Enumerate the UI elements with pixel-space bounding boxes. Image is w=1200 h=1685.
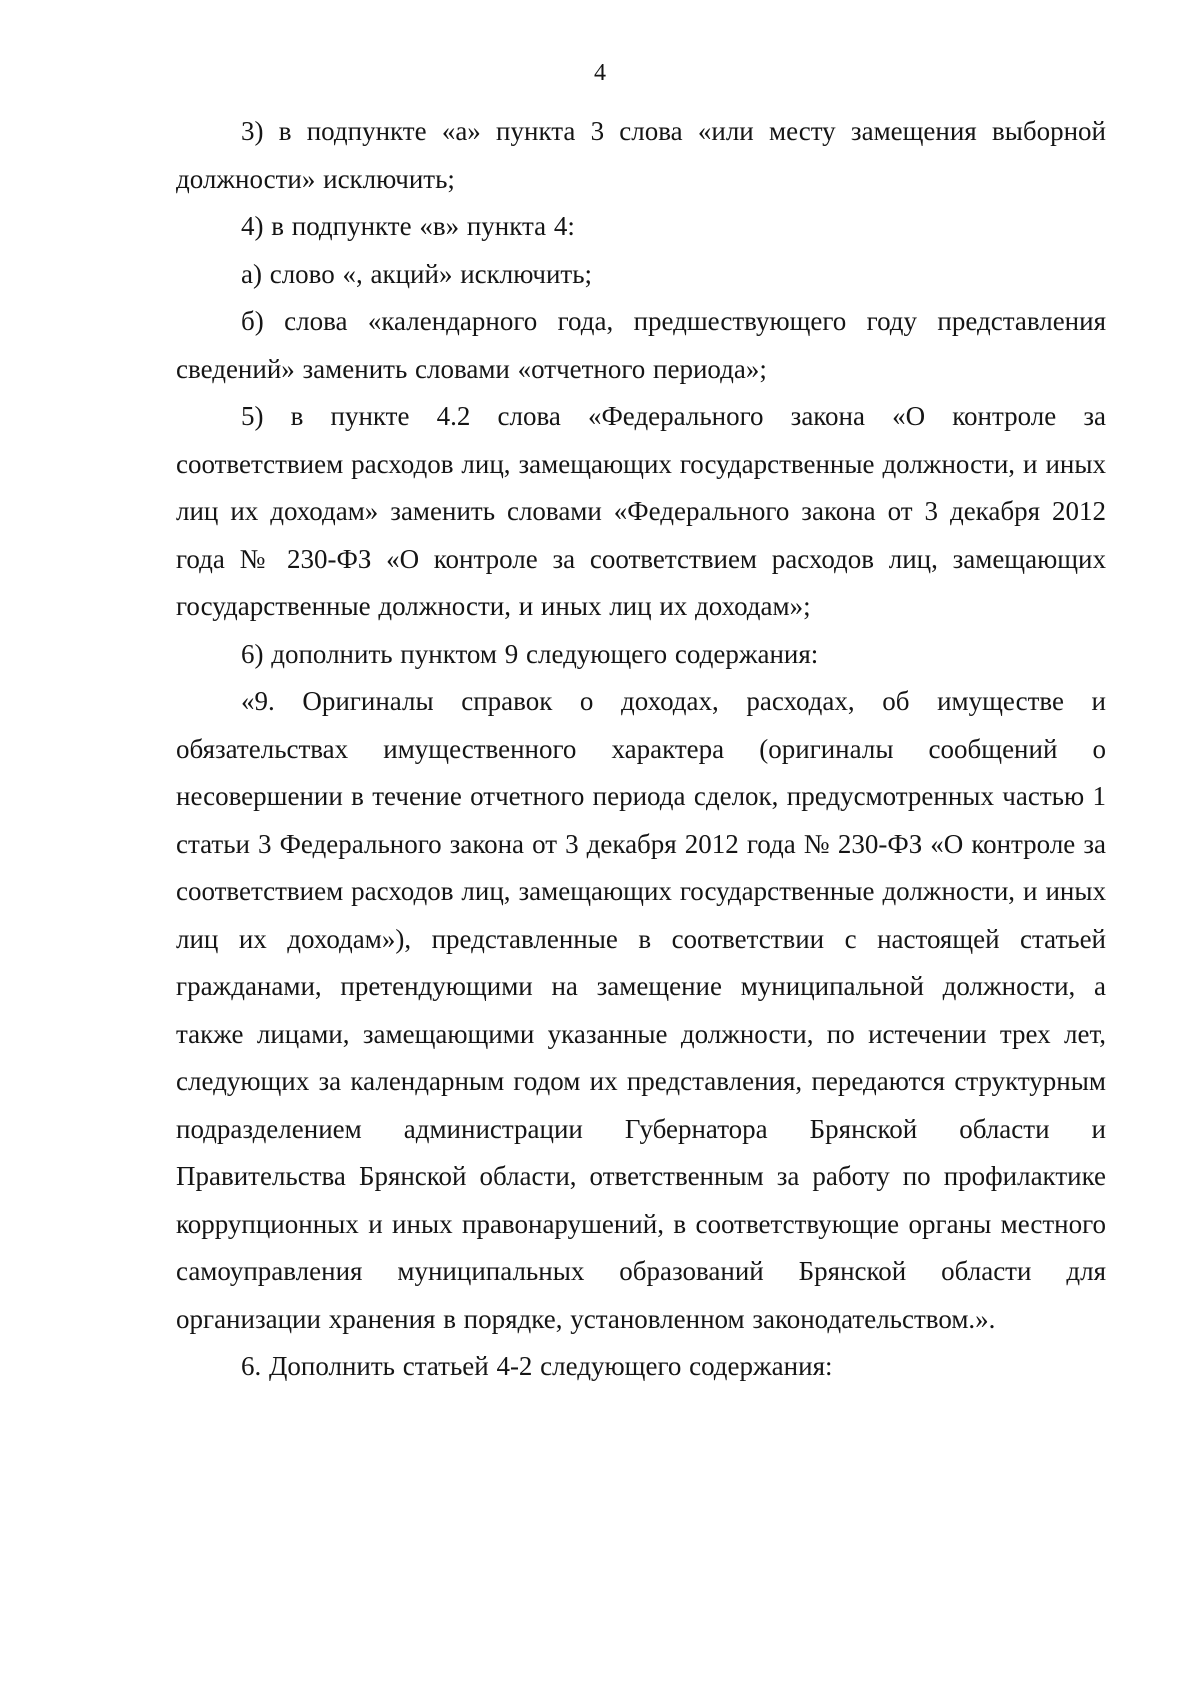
paragraph-subpoint-3: 3) в подпункте «а» пункта 3 слова «или месту замещения выборной должности» исключить; [176, 116, 1106, 194]
paragraph-clause-9: «9. Оригиналы справок о доходах, расходах, об имуществе и обязательствах имущественного характера (оригиналы сообщений о несовершении в течение отчетного периода сделок, предусмотренных частью 1 статьи 3 Федерального закона от 3 декабря 2012 года № 230-ФЗ «О контроле за соответствием расходов лиц, замещающих государственные должности, и иных лиц их доходам»), представленные в соответствии с настоящей статьей гражданами, претендующими на замещение муниципальной должности, а также лицами, замещающими указанные должности, по истечении трех лет, следующих за календарным годом их представления, передаются структурным подразделением администрации Губернатора Брянской области и Правительства Брянской области, ответственным за работу по профилактике коррупционных и иных правонарушений, в соответствующие органы местного самоуправления муниципальных образований Брянской области для организации хранения в порядке, установленном законодательством.». [176, 686, 1106, 1334]
paragraph-subpoint-4: 4) в подпункте «в» пункта 4: [241, 211, 575, 241]
document-body [176, 108, 1106, 1391]
paragraph-article-6: 6. Дополнить статьей 4-2 следующего содержания: [241, 1351, 833, 1381]
paragraph-subpoint-6: 6) дополнить пунктом 9 следующего содержания: [241, 638, 819, 669]
paragraph-subpoint-4a: а) слово «, акций» исключить; [241, 258, 593, 289]
paragraph-subpoint-4b: б) слова «календарного года, предшествующего году представления сведений» заменить словами «отчетного периода»; [176, 306, 1106, 384]
page-number: 4 [594, 60, 606, 86]
paragraph-subpoint-5: 5) в пункте 4.2 слова «Федерального закона «О контроле за соответствием расходов лиц, замещающих государственные должности, и иных лиц их доходам» заменить словами «Федерального закона от 3 декабря 2012 года № 230-ФЗ «О контроле за соответствием расходов лиц, замещающих государственные должности, и иных лиц их доходам»; [176, 401, 1106, 621]
